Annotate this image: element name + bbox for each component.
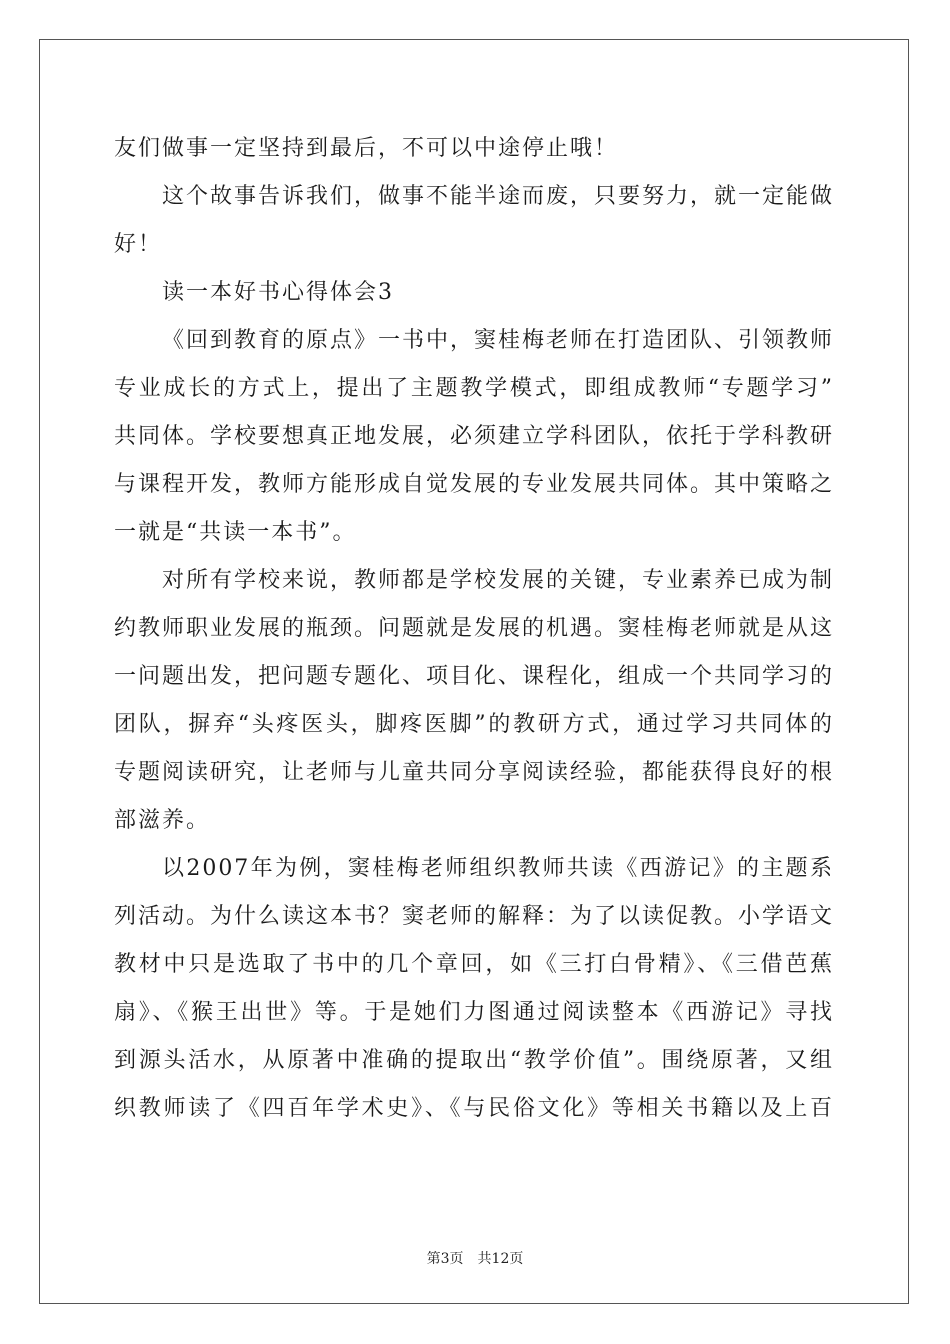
- paragraph-line: 这个故事告诉我们，做事不能半途而废，只要努力，就一定能做: [162, 184, 834, 209]
- paragraph-line: 约教师职业发展的瓶颈。问题就是发展的机遇。窦桂梅老师就是从这: [114, 616, 834, 641]
- paragraph-line: 好！: [114, 232, 163, 257]
- paragraph-line: 专业成长的方式上，提出了主题教学模式，即组成教师“专题学习”: [114, 376, 834, 401]
- paragraph-line: 织教师读了《四百年学术史》、《与民俗文化》等相关书籍以及上百: [114, 1096, 834, 1121]
- paragraph-line: 列活动。为什么读这本书？窦老师的解释：为了以读促教。小学语文: [114, 904, 834, 929]
- paragraph-line: 到源头活水，从原著中准确的提取出“教学价值”。围绕原著，又组: [114, 1048, 834, 1073]
- paragraph-line: 专题阅读研究，让老师与儿童共同分享阅读经验，都能获得良好的根: [114, 760, 834, 785]
- page-footer: [0, 1248, 950, 1268]
- paragraph-line: 共同体。学校要想真正地发展，必须建立学科团队，依托于学科教研: [114, 424, 834, 449]
- paragraph-line: 团队，摒弃“头疼医头，脚疼医脚”的教研方式，通过学习共同体的: [114, 712, 834, 737]
- page-total: 共12页: [477, 1251, 524, 1267]
- paragraph-line: 一就是“共读一本书”。: [114, 520, 357, 545]
- paragraph-line: 部滋养。: [114, 808, 211, 833]
- section-heading: 读一本好书心得体会3: [162, 280, 394, 305]
- paragraph-line: 教材中只是选取了书中的几个章回，如《三打白骨精》、《三借芭蕉: [114, 952, 834, 977]
- paragraph-line: 对所有学校来说，教师都是学校发展的关键，专业素养已成为制: [162, 568, 834, 593]
- page-number: 第3页: [426, 1251, 464, 1267]
- paragraph-line: 《回到教育的原点》一书中，窦桂梅老师在打造团队、引领教师: [162, 328, 834, 353]
- paragraph-line: 扇》、《猴王出世》等。于是她们力图通过阅读整本《西游记》寻找: [114, 1000, 834, 1025]
- paragraph-line: 一问题出发，把问题专题化、项目化、课程化，组成一个共同学习的: [114, 664, 834, 689]
- document-body: [114, 125, 834, 1133]
- paragraph-line: 友们做事一定坚持到最后，不可以中途停止哦！: [114, 136, 619, 161]
- paragraph-line: 与课程开发，教师方能形成自觉发展的专业发展共同体。其中策略之: [114, 472, 834, 497]
- paragraph-line: 以2007年为例，窦桂梅老师组织教师共读《西游记》的主题系: [162, 856, 834, 881]
